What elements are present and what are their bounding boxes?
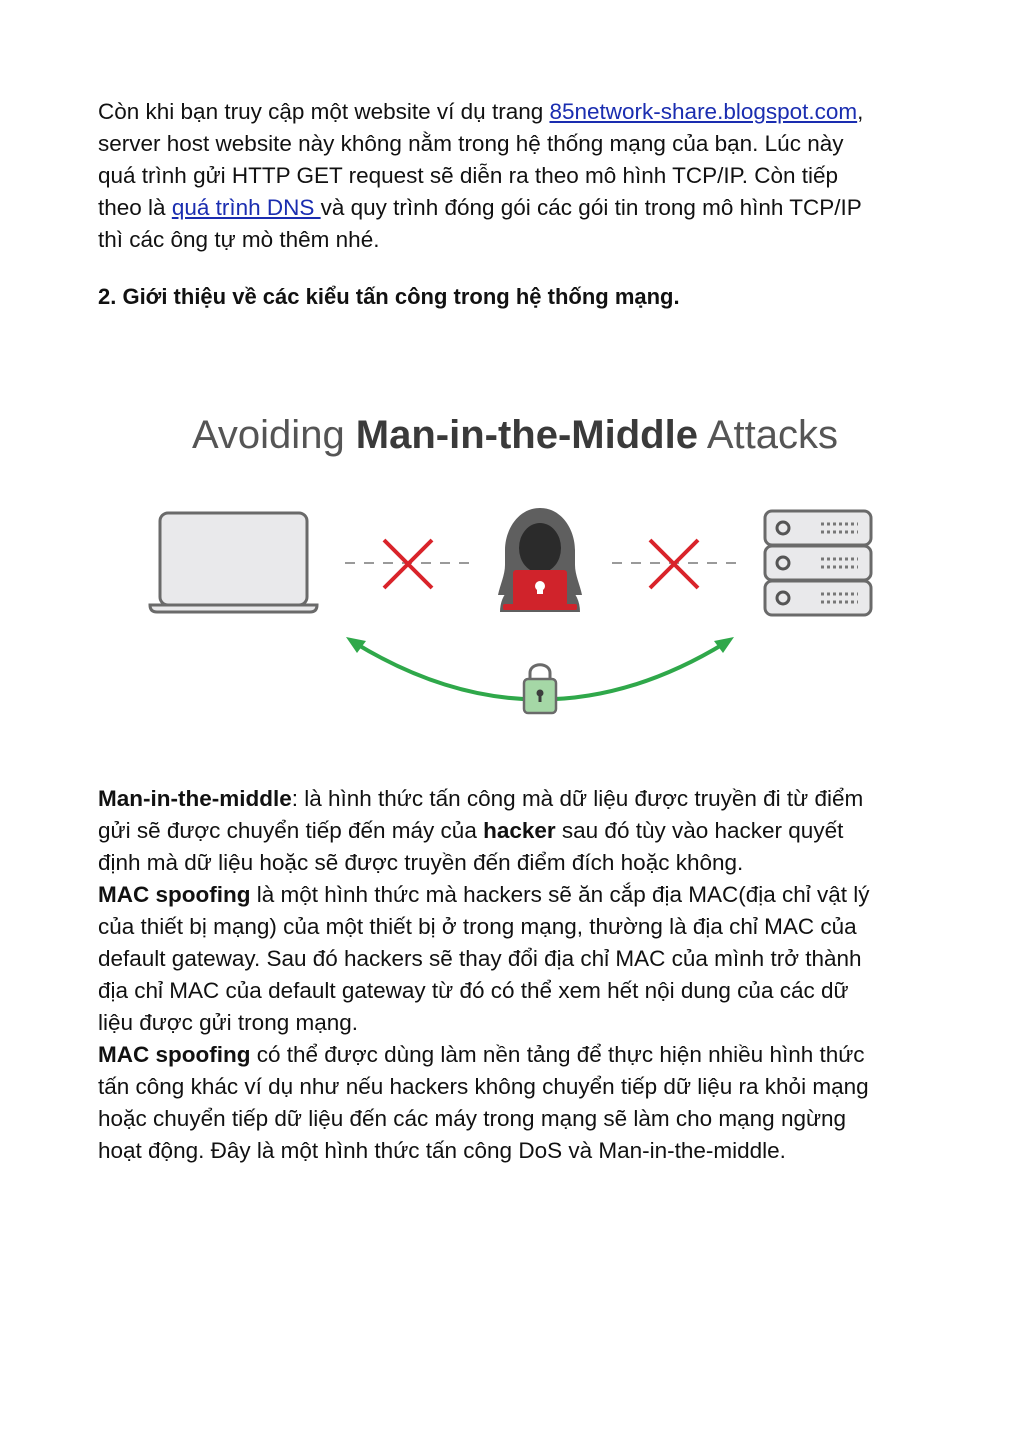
term-mitm: Man-in-the-middle [98,786,292,811]
attacks-line-7: địa chỉ MAC của default gateway từ đó có thể xem hết nội dung của các dữ [98,978,849,1003]
attacks-line-5: của thiết bị mạng) của một thiết bị ở trong mạng, thường là địa chỉ MAC của [98,914,857,939]
intro-line-1 [98,96,938,128]
attacks-paragraph [98,783,938,1167]
attacks-line-3: định mà dữ liệu hoặc sẽ được truyền đến điểm đích hoặc không. [98,850,744,875]
term-hacker: hacker [483,818,556,843]
figure-title [192,413,838,457]
intro-line-2: server host website này không nằm trong hệ thống mạng của bạn. Lúc này [98,131,844,156]
attacks-line-6: default gateway. Sau đó hackers sẽ thay đổi địa chỉ MAC của mình trở thành [98,946,862,971]
intro-text: theo là [98,195,172,220]
figure-title-part: Attacks [697,413,839,457]
intro-text: , [857,99,864,124]
term-mac-spoofing: MAC spoofing [98,882,251,907]
intro-paragraph [98,96,938,256]
attacks-line-4 [98,879,938,911]
attacks-line-9 [98,1039,938,1071]
intro-line-3: quá trình gửi HTTP GET request sẽ diễn ra theo mô hình TCP/IP. Còn tiếp [98,163,839,188]
dns-process-link[interactable]: quá trình DNS [171,195,321,220]
attacks-line-1 [98,783,938,815]
section-heading: 2. Giới thiệu về các kiểu tấn công trong hệ thống mạng. [98,284,680,309]
intro-text: và quy trình đóng gói các gói tin trong mô hình TCP/IP [320,195,862,220]
attacks-text: có thể được dùng làm nền tảng để thực hiện nhiều hình thức [250,1042,865,1067]
intro-line-4 [98,192,938,224]
attacks-line-12: hoạt động. Đây là một hình thức tấn công DoS và Man-in-the-middle. [98,1138,786,1163]
figure-title-bold: Man-in-the-Middle [355,413,698,457]
attacks-line-8: liệu được gửi trong mạng. [98,1010,359,1035]
server-icon [765,511,871,615]
intro-text: Còn khi bạn truy cập một website ví dụ trang [98,99,550,124]
attacks-line-11: hoặc chuyển tiếp dữ liệu đến các máy trong mạng sẽ làm cho mạng ngừng [98,1106,847,1131]
attacks-line-2 [98,815,938,847]
attacks-text: gửi sẽ được chuyển tiếp đến máy của [98,818,484,843]
mitm-figure [120,390,910,730]
hacker-icon [498,508,582,612]
attacks-text: là một hình thức mà hackers sẽ ăn cắp địa MAC(địa chỉ vật lý [250,882,870,907]
attacks-line-10: tấn công khác ví dụ như nếu hackers không chuyển tiếp dữ liệu ra khỏi mạng [98,1074,869,1099]
figure-title-part: Avoiding [191,413,356,457]
term-mac-spoofing: MAC spoofing [98,1042,251,1067]
attacks-text: sau đó tùy vào hacker quyết [555,818,844,843]
attacks-text: : là hình thức tấn công mà dữ liệu được truyền đi từ điểm [291,786,864,811]
intro-line-5: thì các ông tự mò thêm nhé. [98,227,380,252]
laptop-icon [150,513,317,612]
blog-link[interactable]: 85network-share.blogspot.com [549,99,858,124]
lock-icon [524,665,556,713]
